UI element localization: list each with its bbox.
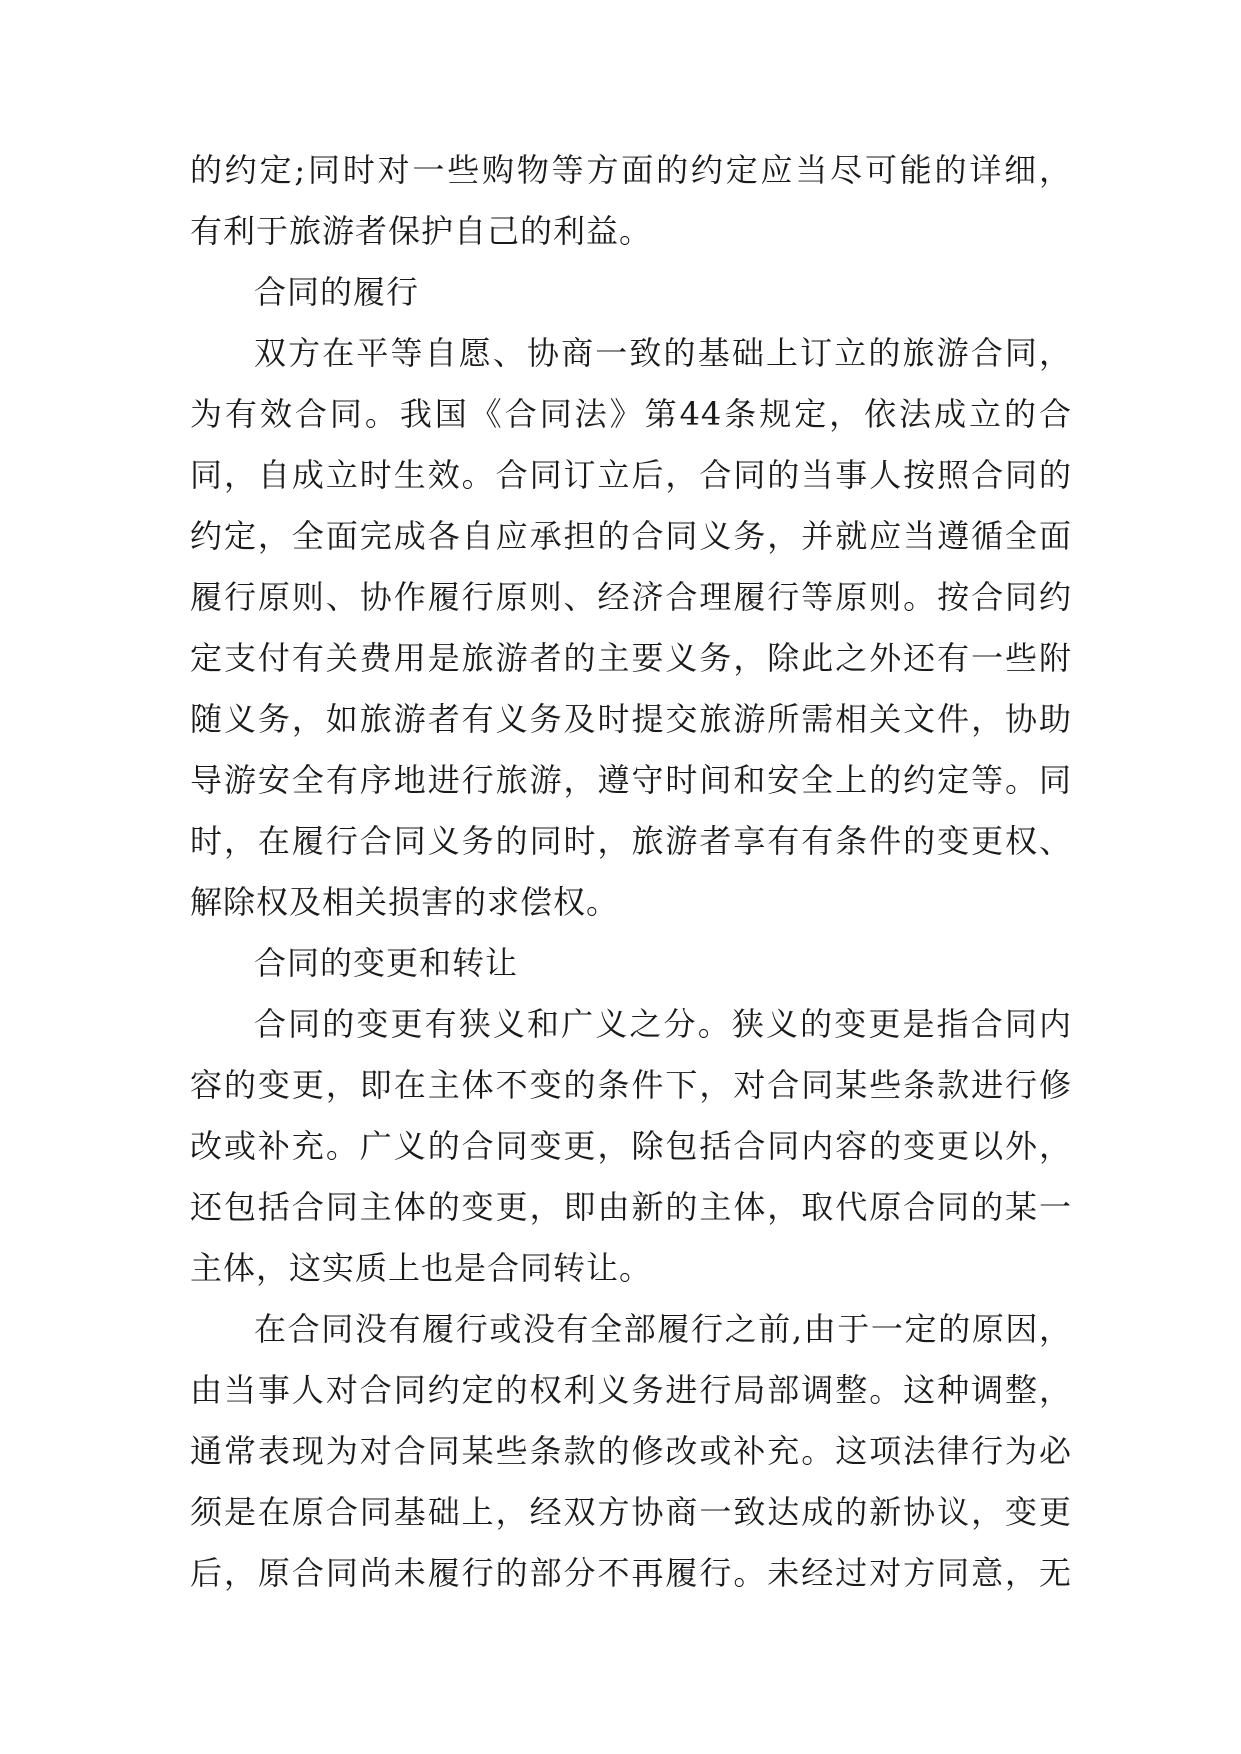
text-line-content: 还包括合同主体的变更，即由新的主体，取代原合同的某一 [190, 1188, 1072, 1226]
text-line-content: 合同的变更有狭义和广义之分。狭义的变更是指合同内 [254, 1005, 1072, 1043]
text-line [190, 323, 1072, 384]
text-line-content: 后，原合同尚未履行的部分不再履行。未经过对方同意，无 [190, 1554, 1072, 1592]
text-line-content: 通常表现为对合同某些条款的修改或补充。这项法律行为必 [190, 1432, 1072, 1470]
text-line-content: 解除权及相关损害的求偿权。 [190, 883, 620, 921]
text-line [190, 1116, 1072, 1177]
text-line [190, 1482, 1072, 1543]
text-line-content: 须是在原合同基础上，经双方协商一致达成的新协议，变更 [190, 1493, 1072, 1531]
text-line [190, 1299, 1072, 1360]
text-line [190, 567, 1072, 628]
text-line [190, 1177, 1072, 1238]
text-line-content: 合同的履行 [254, 273, 420, 311]
text-line-content: 履行原则、协作履行原则、经济合理履行等原则。按合同约 [190, 578, 1072, 616]
text-line-content: 导游安全有序地进行旅游，遵守时间和安全上的约定等。同 [190, 761, 1072, 799]
text-line [190, 872, 1072, 933]
text-line [190, 1055, 1072, 1116]
text-line-content: 约定，全面完成各自应承担的合同义务，并就应当遵循全面 [190, 517, 1072, 555]
text-line-content: 合同的变更和转让 [254, 944, 519, 982]
text-line-content: 双方在平等自愿、协商一致的基础上订立的旅游合同， [254, 334, 1072, 372]
text-line [190, 262, 1072, 323]
text-line-content: 改或补充。广义的合同变更，除包括合同内容的变更以外， [190, 1127, 1072, 1165]
text-line [190, 811, 1072, 872]
text-line [190, 384, 1072, 445]
document-page [190, 140, 1072, 1604]
text-line [190, 994, 1072, 1055]
text-line-content: 容的变更，即在主体不变的条件下，对合同某些条款进行修 [190, 1066, 1072, 1104]
document-body [190, 140, 1072, 1604]
text-line-content: 为有效合同。我国《合同法》第44条规定，依法成立的合 [190, 395, 1072, 433]
text-line-content: 同，自成立时生效。合同订立后，合同的当事人按照合同的 [190, 456, 1072, 494]
text-line [190, 506, 1072, 567]
text-line-content: 的约定;同时对一些购物等方面的约定应当尽可能的详细， [190, 151, 1072, 189]
text-line [190, 689, 1072, 750]
text-line [190, 201, 1072, 262]
text-line-content: 定支付有关费用是旅游者的主要义务，除此之外还有一些附 [190, 639, 1072, 677]
text-line [190, 445, 1072, 506]
text-line [190, 628, 1072, 689]
text-line [190, 1238, 1072, 1299]
text-line [190, 750, 1072, 811]
text-line-content: 由当事人对合同约定的权利义务进行局部调整。这种调整， [190, 1371, 1072, 1409]
text-line-content: 有利于旅游者保护自己的利益。 [190, 212, 653, 250]
text-line-content: 随义务，如旅游者有义务及时提交旅游所需相关文件，协助 [190, 700, 1072, 738]
text-line [190, 140, 1072, 201]
text-line-content: 在合同没有履行或没有全部履行之前,由于一定的原因， [254, 1310, 1072, 1348]
text-line-content: 时，在履行合同义务的同时，旅游者享有有条件的变更权、 [190, 822, 1072, 860]
text-line [190, 1421, 1072, 1482]
text-line [190, 1360, 1072, 1421]
text-line [190, 933, 1072, 994]
text-line [190, 1543, 1072, 1604]
text-line-content: 主体，这实质上也是合同转让。 [190, 1249, 653, 1287]
